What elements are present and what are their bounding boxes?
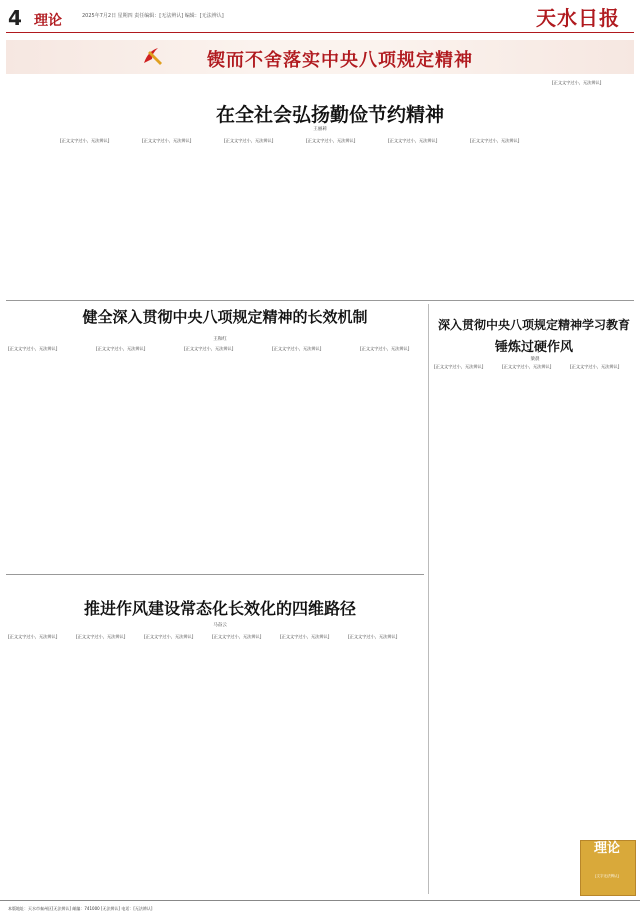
article-body-column: [正文文字过小，无法辨认] (144, 634, 194, 639)
banner-title: 锲而不舍落实中央八项规定精神 (207, 50, 473, 71)
article-body-column: [正文文字过小，无法辨认] (360, 346, 410, 351)
article-body-column: [正文文字过小，无法辨认] (8, 634, 58, 639)
article-body-column: [正文文字过小，无法辨认] (224, 138, 274, 143)
article-body-column: [正文文字过小，无法辨认] (96, 346, 146, 351)
page-header (0, 0, 640, 36)
newspaper-logo: 天水日报 (536, 6, 620, 30)
footer-text: 本版地址：天水市秦州区[无法辨认] 邮编：741000 [无法辨认] 电话：[无法辨认] (8, 906, 153, 911)
article-title: 锤炼过硬作风 (494, 340, 573, 355)
column-divider (428, 304, 429, 894)
article-author: 马奋云 (213, 623, 227, 628)
header-divider (6, 32, 634, 33)
page-number: 4 (8, 6, 22, 30)
article-body-column: [正文文字过小，无法辨认] (502, 364, 552, 369)
article-title: 在全社会弘扬勤俭节约精神 (215, 104, 444, 126)
article-body-column: [正文文字过小，无法辨认] (184, 346, 234, 351)
issue-meta: 2025年7月2日 星期四 责任编辑：[无法辨认] 编辑：[无法辨认] (82, 13, 224, 19)
article-body-column: [正文文字过小，无法辨认] (388, 138, 438, 143)
article-body-column: [正文文字过小，无法辨认] (552, 80, 602, 85)
article-title: 健全深入贯彻中央八项规定精神的长效机制 (82, 308, 368, 326)
article-body-column: [正文文字过小，无法辨认] (434, 364, 484, 369)
stamp-subtitle: [文字无法辨认] (595, 874, 619, 878)
article-body-column: [正文文字过小，无法辨认] (306, 138, 356, 143)
article-body-column: [正文文字过小，无法辨认] (8, 346, 58, 351)
article-author: 王丽莉 (313, 127, 327, 132)
article-title: 推进作风建设常态化长效化的四维路径 (83, 599, 356, 618)
article-body-column: [正文文字过小，无法辨认] (570, 364, 620, 369)
article-body-column: [正文文字过小，无法辨认] (60, 138, 110, 143)
article-body-column: [正文文字过小，无法辨认] (272, 346, 322, 351)
stamp-title: 理论 (593, 841, 620, 856)
article-title: 深入贯彻中央八项规定精神学习教育 (437, 318, 630, 332)
page-footer (0, 900, 640, 919)
section-divider (6, 574, 424, 575)
section-name: 理论 (34, 13, 62, 29)
article-body-column: [正文文字过小，无法辨认] (212, 634, 262, 639)
article-body-column: [正文文字过小，无法辨认] (142, 138, 192, 143)
article-body-column: [正文文字过小，无法辨认] (348, 634, 398, 639)
article-body-column: [正文文字过小，无法辨认] (470, 138, 520, 143)
article-author: 王和红 (213, 337, 227, 342)
article-body-column: [正文文字过小，无法辨认] (76, 634, 126, 639)
section-divider (6, 300, 634, 301)
article-body-column: [正文文字过小，无法辨认] (280, 634, 330, 639)
article-author: 梁晨 (530, 357, 540, 362)
